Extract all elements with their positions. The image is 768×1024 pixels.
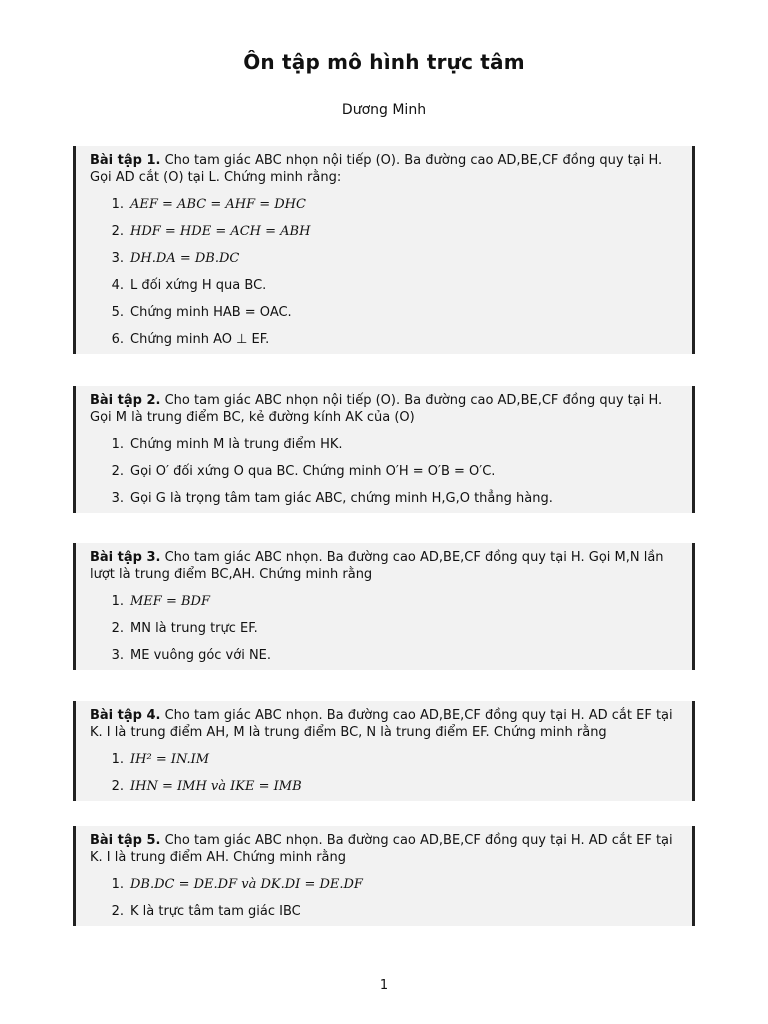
list-item [90, 196, 678, 213]
item-text: AEF = ABC = AHF = DHC [130, 197, 306, 212]
item-number: 4. [111, 278, 124, 293]
item-text: IH² = IN.IM [130, 752, 210, 767]
exercise-label: Bài tập 1. [90, 153, 161, 168]
item-text: Gọi G là trọng tâm tam giác ABC, chứng minh H,G,O thẳng hàng. [130, 491, 553, 506]
item-text: MEF = BDF [130, 594, 210, 609]
document-title: Ôn tập mô hình trực tâm [243, 50, 525, 74]
exercise-statement-text: Cho tam giác ABC nhọn nội tiếp (O). Ba đường cao AD,BE,CF đồng quy tại H. Gọi M là trung điểm BC, kẻ đường kính AK của (O) [90, 393, 663, 425]
list-item [90, 436, 678, 453]
list-item [90, 593, 678, 610]
list-item [90, 751, 678, 768]
item-number: 6. [111, 332, 124, 347]
exercise-item-list [90, 876, 678, 920]
exercise-statement [90, 707, 678, 741]
item-text: Chứng minh M là trung điểm HK. [130, 437, 343, 452]
item-number: 2. [111, 464, 124, 479]
item-text: IHN = IMH và IKE = IMB [130, 779, 302, 794]
exercise-statement-text: Cho tam giác ABC nhọn. Ba đường cao AD,BE,CF đồng quy tại H. AD cắt EF tại K. I là trung điểm AH. Chứng minh rằng [90, 833, 673, 865]
list-item [90, 304, 678, 321]
exercise-statement [90, 549, 678, 583]
exercise-statement-text: Cho tam giác ABC nhọn. Ba đường cao AD,BE,CF đồng quy tại H. AD cắt EF tại K. I là trung điểm AH, M là trung điểm BC, N là trung điểm EF. Chứng minh rằng [90, 708, 673, 740]
exercise-box-4 [73, 701, 695, 801]
exercise-label: Bài tập 3. [90, 550, 161, 565]
item-number: 3. [111, 491, 124, 506]
exercise-box-5 [73, 826, 695, 926]
item-text: Gọi O′ đối xứng O qua BC. Chứng minh O′H = O′B = O′C. [130, 464, 496, 479]
exercise-statement-text: Cho tam giác ABC nhọn nội tiếp (O). Ba đường cao AD,BE,CF đồng quy tại H. Gọi AD cắt (O) tại L. Chứng minh rằng: [90, 153, 663, 185]
exercise-box-3 [73, 543, 695, 670]
item-number: 1. [111, 437, 124, 452]
list-item [90, 277, 678, 294]
item-text: DH.DA = DB.DC [130, 251, 240, 266]
list-item [90, 223, 678, 240]
list-item [90, 778, 678, 795]
exercise-item-list [90, 593, 678, 664]
exercise-item-list [90, 196, 678, 348]
exercise-item-list [90, 751, 678, 795]
exercise-box-2 [73, 386, 695, 513]
page-number: 1 [379, 978, 389, 993]
list-item [90, 331, 678, 348]
exercise-statement [90, 152, 678, 186]
list-item [90, 250, 678, 267]
item-number: 1. [111, 877, 124, 892]
list-item [90, 903, 678, 920]
item-text: L đối xứng H qua BC. [130, 278, 267, 293]
document-author: Dương Minh [341, 102, 427, 118]
item-text: MN là trung trực EF. [130, 621, 258, 636]
item-number: 2. [111, 621, 124, 636]
exercise-label: Bài tập 4. [90, 708, 161, 723]
list-item [90, 647, 678, 664]
exercise-statement [90, 832, 678, 866]
list-item [90, 490, 678, 507]
item-text: HDF = HDE = ACH = ABH [130, 224, 311, 239]
list-item [90, 463, 678, 480]
item-number: 1. [111, 752, 124, 767]
item-number: 5. [111, 305, 124, 320]
item-number: 3. [111, 648, 124, 663]
item-number: 1. [111, 594, 124, 609]
item-text: DB.DC = DE.DF và DK.DI = DE.DF [130, 877, 363, 892]
list-item [90, 620, 678, 637]
exercise-item-list [90, 436, 678, 507]
item-number: 3. [111, 251, 124, 266]
item-number: 1. [111, 197, 124, 212]
exercise-box-1 [73, 146, 695, 354]
item-number: 2. [111, 779, 124, 794]
item-text: ME vuông góc với NE. [130, 648, 272, 663]
item-text: K là trực tâm tam giác IBC [130, 904, 301, 919]
exercise-label: Bài tập 5. [90, 833, 161, 848]
item-text: Chứng minh HAB = OAC. [130, 305, 292, 320]
exercise-label: Bài tập 2. [90, 393, 161, 408]
exercise-statement [90, 392, 678, 426]
item-number: 2. [111, 224, 124, 239]
item-text: Chứng minh AO ⊥ EF. [130, 332, 270, 347]
list-item [90, 876, 678, 893]
exercise-statement-text: Cho tam giác ABC nhọn. Ba đường cao AD,BE,CF đồng quy tại H. Gọi M,N lần lượt là trung điểm BC,AH. Chứng minh rằng [90, 550, 664, 582]
item-number: 2. [111, 904, 124, 919]
